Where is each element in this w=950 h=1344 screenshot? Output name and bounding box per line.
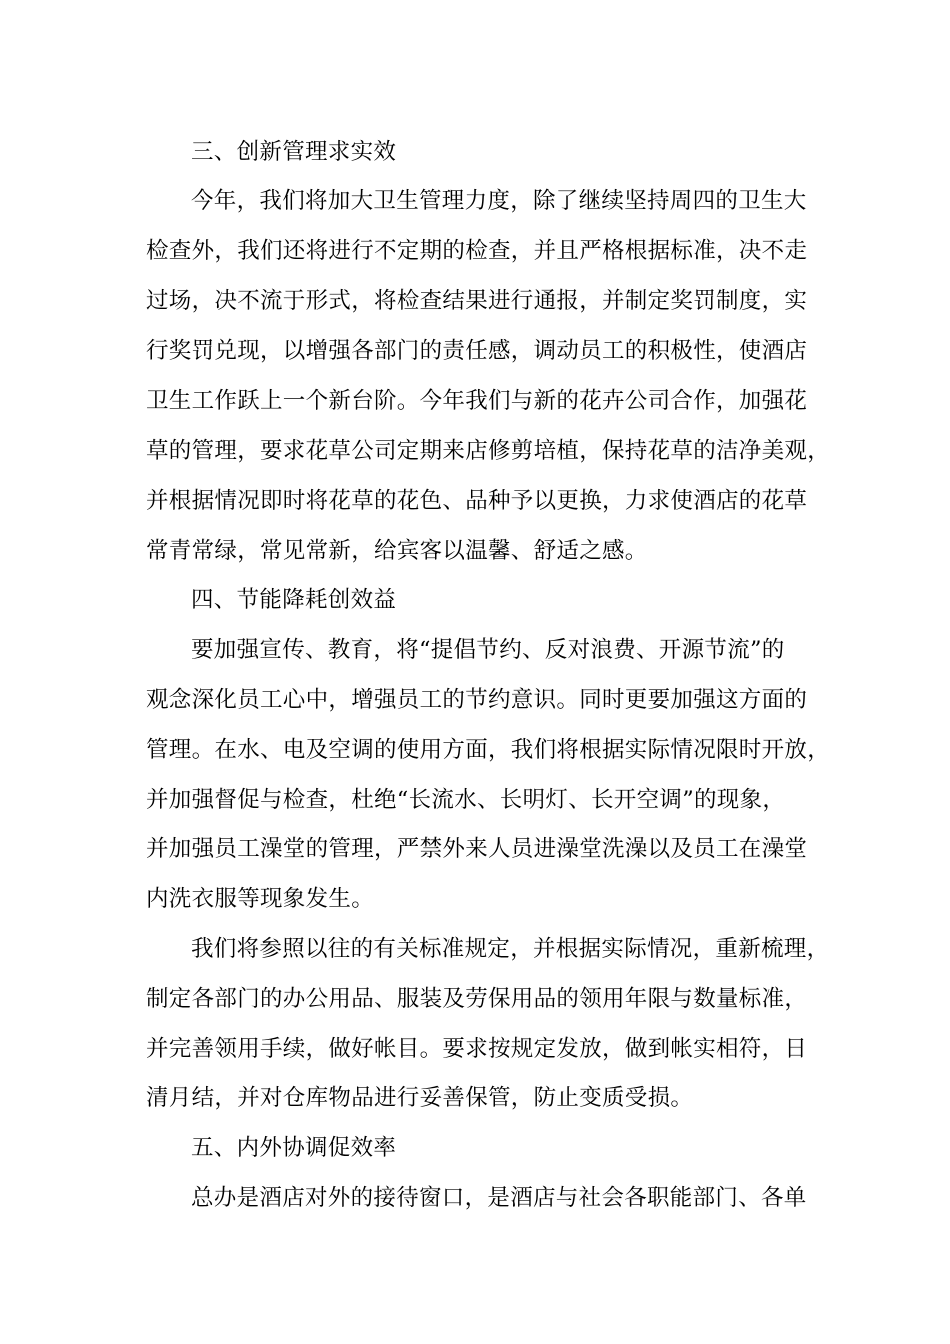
paragraph-line: 并完善领用手续，做好帐目。要求按规定发放，做到帐实相符，日 [146, 1036, 808, 1062]
paragraph-line: 常青常绿，常见常新，给宾客以温馨、舒适之感。 [146, 538, 648, 564]
paragraph-line: 过场，决不流于形式，将检查结果进行通报，并制定奖罚制度，实 [146, 288, 808, 314]
section-heading-5: 五、内外协调促效率 [191, 1135, 397, 1161]
paragraph-line: 观念深化员工心中，增强员工的节约意识。同时更要加强这方面的 [146, 687, 808, 713]
paragraph-line: 制定各部门的办公用品、服装及劳保用品的领用年限与数量标准， [146, 986, 808, 1012]
paragraph-line: 卫生工作跃上一个新台阶。今年我们与新的花卉公司合作，加强花 [146, 388, 808, 414]
section-heading-3: 三、创新管理求实效 [191, 139, 397, 165]
paragraph-line: 内洗衣服等现象发生。 [146, 886, 375, 912]
paragraph-line: 要加强宣传、教育，将“提倡节约、反对浪费、开源节流”的 [191, 637, 785, 663]
paragraph-line: 今年，我们将加大卫生管理力度，除了继续坚持周四的卫生大 [191, 188, 807, 214]
paragraph-line: 我们将参照以往的有关标准规定，并根据实际情况，重新梳理， [191, 936, 830, 962]
paragraph-line: 行奖罚兑现，以增强各部门的责任感，调动员工的积极性，使酒店 [146, 338, 808, 364]
paragraph-line: 草的管理，要求花草公司定期来店修剪培植，保持花草的洁净美观， [146, 438, 831, 464]
paragraph-line: 并加强员工澡堂的管理，严禁外来人员进澡堂洗澡以及员工在澡堂 [146, 836, 808, 862]
paragraph-line: 并根据情况即时将花草的花色、品种予以更换，力求使酒店的花草 [146, 488, 808, 514]
paragraph-line: 清月结，并对仓库物品进行妥善保管，防止变质受损。 [146, 1085, 694, 1111]
paragraph-line: 并加强督促与检查，杜绝“长流水、长明灯、长开空调”的现象， [146, 787, 786, 813]
paragraph-line: 管理。在水、电及空调的使用方面，我们将根据实际情况限时开放， [146, 737, 831, 763]
section-heading-4: 四、节能降耗创效益 [191, 587, 397, 613]
paragraph-line: 检查外，我们还将进行不定期的检查，并且严格根据标准，决不走 [146, 238, 808, 264]
paragraph-line: 总办是酒店对外的接待窗口，是酒店与社会各职能部门、各单 [191, 1185, 807, 1211]
